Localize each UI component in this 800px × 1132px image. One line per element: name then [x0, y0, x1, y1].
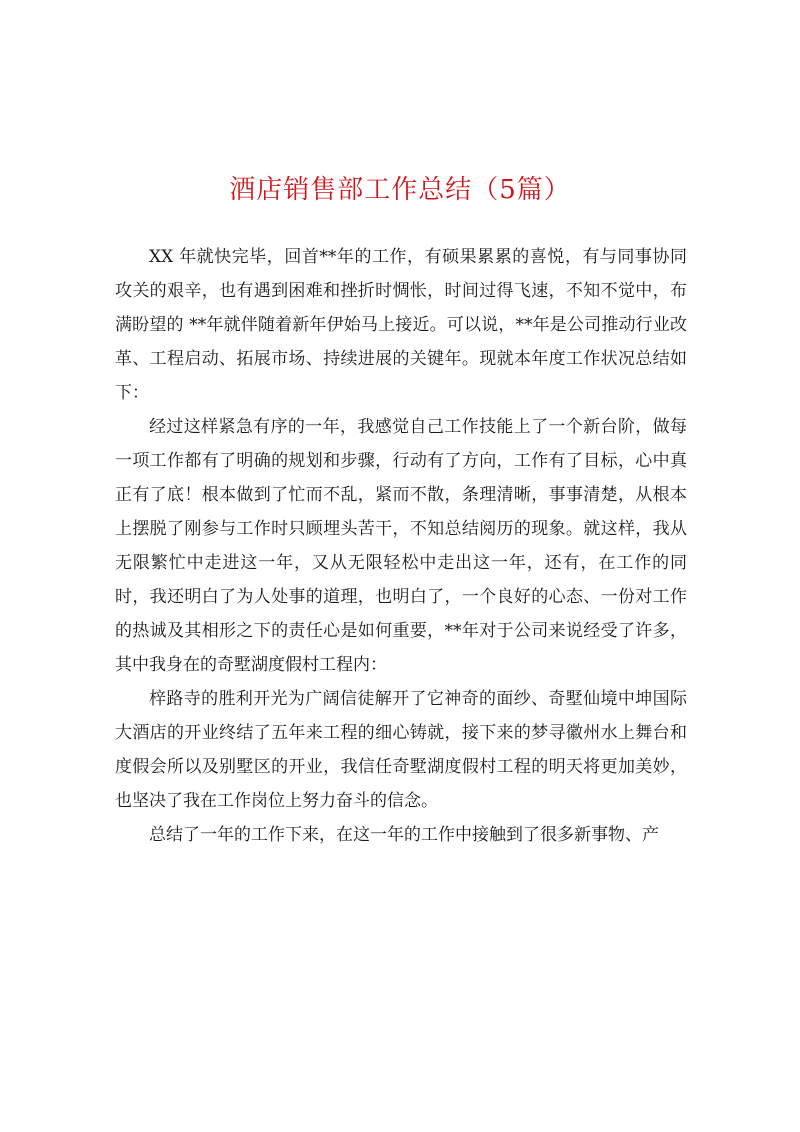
paragraph-3: 梓路寺的胜利开光为广阔信徒解开了它神奇的面纱、奇墅仙境中坤国际大酒店的开业终结了五年来工程的细心铸就，接下来的梦寻徽州水上舞台和度假会所以及别墅区的开业，我信任奇墅湖度假村工程的明天将更加美妙，也坚决了我在工作岗位上努力奋斗的信念。 [115, 689, 687, 811]
paragraph-2: 经过这样紧急有序的一年，我感觉自己工作技能上了一个新台阶，做每一项工作都有了明确的规划和步骤，行动有了方向，工作有了目标，心中真正有了底！根本做到了忙而不乱，紧而不散，条理清晰，事事清楚，从根本上摆脱了刚参与工作时只顾埋头苦干，不知总结阅历的现象。就这样，我从无限繁忙中走进这一年，又从无限轻松中走出这一年，还有，在工作的同时，我还明白了为人处事的道理，也明白了，一个良好的心态、一份对工作的热诚及其相形之下的责任心是如何重要，**年对于公司来说经受了许多，其中我身在的奇墅湖度假村工程内： [115, 417, 687, 675]
paragraph-1: XX 年就快完毕，回首**年的工作，有硕果累累的喜悦，有与同事协同攻关的艰辛，也有遇到困难和挫折时惆怅，时间过得飞速，不知不觉中，布满盼望的 **年就伴随着新年伊始马上接近。可以说，**年是公司推动行业改革、工程启动、拓展市场、持续进展的关键年。现就本年度工作状况总结如下： [115, 247, 687, 403]
document-body [115, 240, 687, 852]
document-title: 酒店销售部工作总结（5篇） [229, 175, 571, 205]
paragraph-4: 总结了一年的工作下来，在这一年的工作中接触到了很多新事物、产 [149, 825, 659, 845]
